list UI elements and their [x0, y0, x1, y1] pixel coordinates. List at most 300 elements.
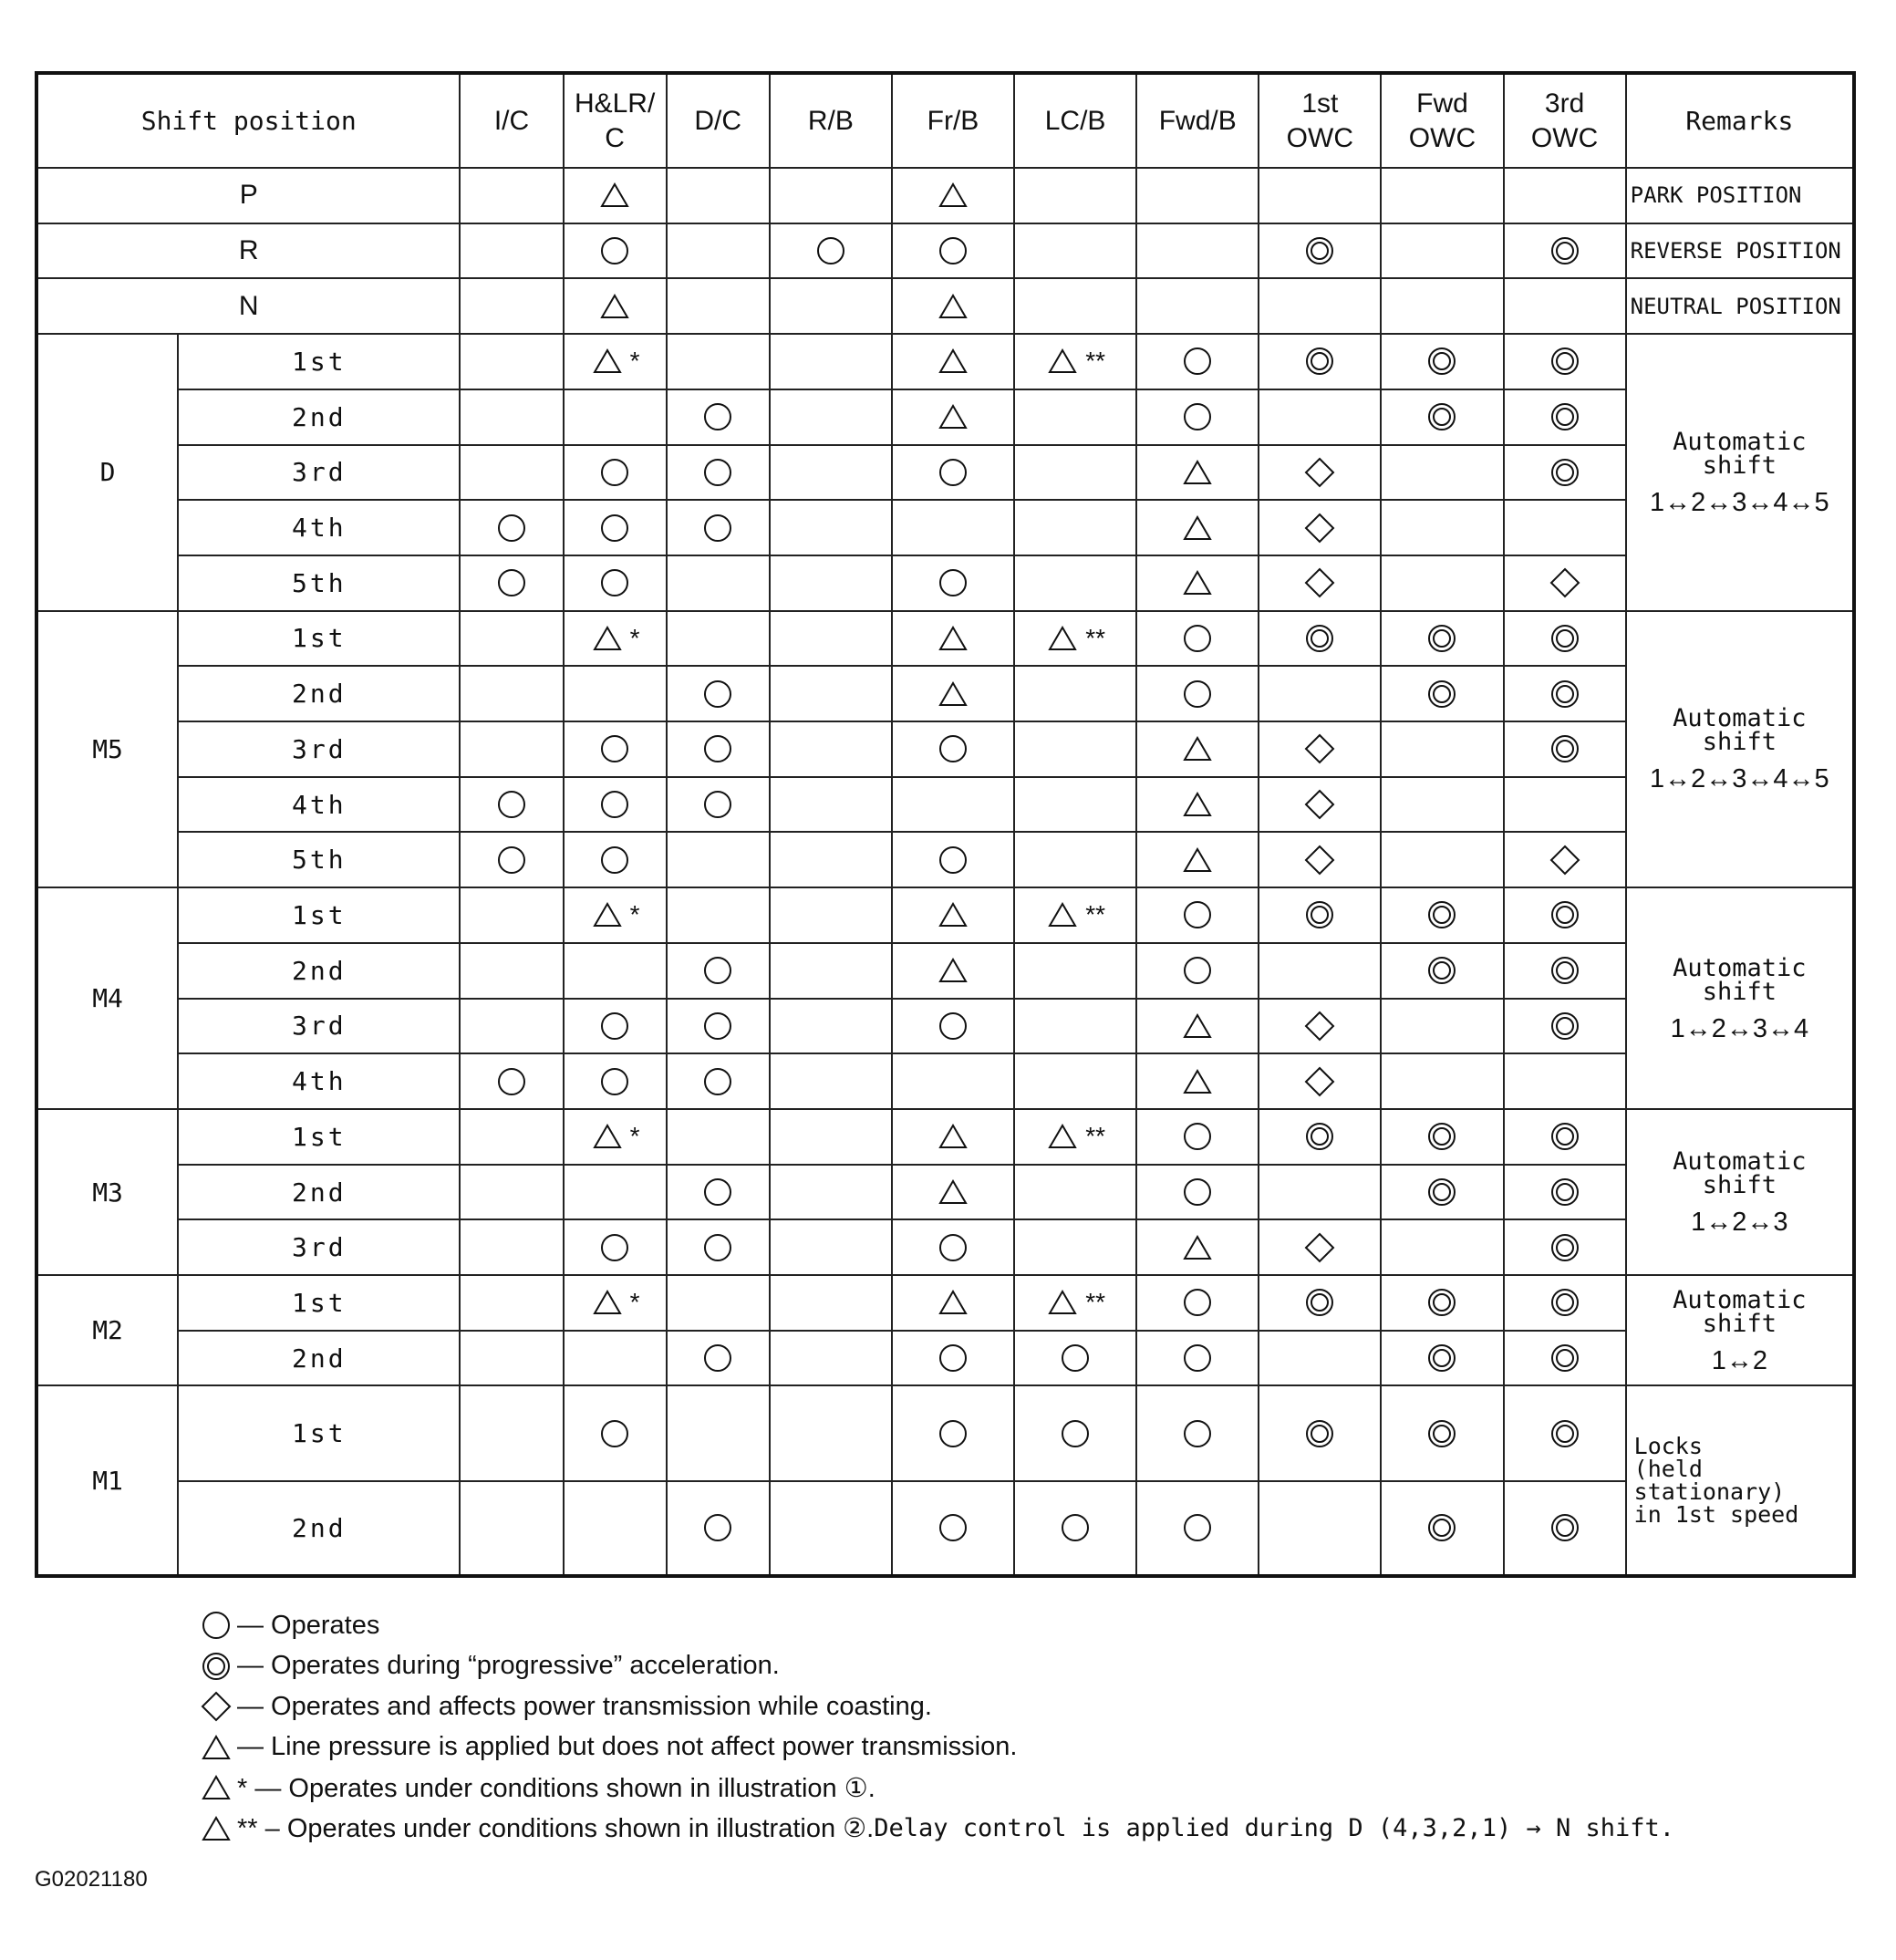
shift-position-cell: M3 — [36, 1109, 178, 1275]
cell-rb — [770, 777, 892, 833]
circle-icon — [597, 1230, 632, 1265]
cell-fwdb — [1136, 1165, 1259, 1220]
double-circle-icon — [1548, 1230, 1582, 1265]
cell-owc3 — [1504, 223, 1626, 279]
cell-rb — [770, 1275, 892, 1331]
triangle-icon — [936, 399, 970, 434]
cell-dc — [667, 1481, 770, 1576]
cell-ic — [460, 1481, 563, 1576]
cell-lcb — [1014, 223, 1136, 279]
asterisk-note: ** — [1085, 1122, 1105, 1151]
cell-owc1 — [1259, 1331, 1381, 1386]
diamond-icon — [1302, 1009, 1337, 1043]
table-row — [36, 777, 1854, 833]
remark-line: Automatic — [1673, 704, 1807, 733]
cell-dc — [667, 555, 770, 611]
legend-item — [199, 1686, 1674, 1727]
triangle-icon — [1045, 344, 1080, 379]
cell-owc1 — [1259, 1053, 1381, 1109]
cell-rb — [770, 1219, 892, 1275]
diamond-icon — [1548, 565, 1582, 600]
cell-fwdowc — [1381, 223, 1503, 279]
double-circle-icon — [1548, 1416, 1582, 1451]
header-remarks: Remarks — [1626, 73, 1854, 168]
cell-dc — [667, 832, 770, 887]
cell-ic — [460, 887, 563, 943]
cell-hlr — [564, 1385, 667, 1480]
circle-icon — [1180, 1285, 1215, 1320]
triangle-icon — [597, 289, 632, 324]
shift-position-cell: M5 — [36, 611, 178, 888]
gear-cell: 2nd — [178, 389, 460, 445]
cell-rb — [770, 1481, 892, 1576]
gear-cell: 3rd — [178, 445, 460, 501]
cell-fwdowc — [1381, 887, 1503, 943]
remark-cell — [1626, 334, 1854, 611]
circle-icon — [1058, 1416, 1093, 1451]
double-circle-icon — [1425, 344, 1459, 379]
cell-frb — [892, 1165, 1014, 1220]
legend-text: — Operates and affects power transmission while coasting. — [237, 1691, 932, 1721]
cell-fwdowc — [1381, 777, 1503, 833]
double-circle-icon — [1548, 233, 1582, 268]
shift-sequence: 1↔2↔3↔4↔5 — [1650, 764, 1829, 794]
circle-icon — [494, 843, 529, 877]
cell-owc3 — [1504, 334, 1626, 389]
double-circle-icon — [1302, 344, 1337, 379]
cell-owc3 — [1504, 943, 1626, 999]
cell-hlr — [564, 721, 667, 777]
diamond-icon — [1302, 787, 1337, 822]
diamond-icon — [199, 1689, 233, 1724]
double-circle-icon — [1548, 731, 1582, 766]
circle-icon — [1180, 1175, 1215, 1209]
circle-icon — [1180, 621, 1215, 656]
gear-cell: 4th — [178, 777, 460, 833]
cell-owc1 — [1259, 1385, 1381, 1480]
cell-owc1 — [1259, 278, 1381, 334]
shift-position-cell: D — [36, 334, 178, 611]
header-1st-owc: 1st OWC — [1259, 73, 1381, 168]
diamond-icon — [1302, 455, 1337, 490]
cell-fwdb — [1136, 278, 1259, 334]
gear-cell: 1st — [178, 611, 460, 667]
cell-owc1 — [1259, 777, 1381, 833]
gear-cell: 2nd — [178, 1481, 460, 1576]
remark-cell — [1626, 887, 1854, 1109]
cell-rb — [770, 278, 892, 334]
gear-cell: 4th — [178, 1053, 460, 1109]
double-circle-icon — [1425, 1416, 1459, 1451]
circle-icon — [936, 1230, 970, 1265]
legend-text: — Line pressure is applied but does not affect power transmission. — [237, 1732, 1018, 1762]
double-circle-icon — [1548, 897, 1582, 932]
cell-hlr — [564, 832, 667, 887]
cell-fwdowc — [1381, 999, 1503, 1054]
gear-cell: 3rd — [178, 999, 460, 1054]
circle-icon — [700, 1175, 735, 1209]
legend-item — [199, 1727, 1674, 1768]
header-3rd-owc: 3rd OWC — [1504, 73, 1626, 168]
double-circle-icon — [1425, 399, 1459, 434]
circle-icon — [700, 731, 735, 766]
double-circle-icon — [1425, 1341, 1459, 1375]
triangle-icon — [1180, 511, 1215, 545]
double-circle-icon — [1548, 1510, 1582, 1545]
cell-lcb — [1014, 887, 1136, 943]
asterisk-note: * — [629, 623, 640, 652]
cell-owc1 — [1259, 1109, 1381, 1165]
cell-hlr — [564, 887, 667, 943]
double-circle-icon — [1302, 1416, 1337, 1451]
cell-fwdb — [1136, 223, 1259, 279]
header-shift-position: Shift position — [36, 73, 460, 168]
cell-dc — [667, 500, 770, 555]
double-circle-icon — [1425, 1510, 1459, 1545]
cell-rb — [770, 500, 892, 555]
table-row — [36, 445, 1854, 501]
cell-ic — [460, 1165, 563, 1220]
cell-fwdb — [1136, 334, 1259, 389]
shift-sequence: 1↔2↔3↔4 — [1670, 1013, 1809, 1043]
cell-lcb — [1014, 1481, 1136, 1576]
table-row — [36, 1165, 1854, 1220]
cell-lcb — [1014, 1275, 1136, 1331]
cell-fwdowc — [1381, 1331, 1503, 1386]
cell-frb — [892, 887, 1014, 943]
cell-ic — [460, 1109, 563, 1165]
circle-icon — [936, 731, 970, 766]
cell-fwdowc — [1381, 666, 1503, 721]
cell-rb — [770, 999, 892, 1054]
circle-icon — [700, 511, 735, 545]
cell-lcb — [1014, 943, 1136, 999]
cell-frb — [892, 1219, 1014, 1275]
cell-hlr — [564, 500, 667, 555]
gear-cell: 2nd — [178, 1165, 460, 1220]
cell-owc3 — [1504, 1385, 1626, 1480]
legend-text: * — Operates under conditions shown in illustration ①. — [237, 1773, 875, 1803]
triangle-icon — [1180, 565, 1215, 600]
cell-owc1 — [1259, 1165, 1381, 1220]
cell-rb — [770, 1385, 892, 1480]
cell-owc3 — [1504, 168, 1626, 223]
cell-fwdb — [1136, 1385, 1259, 1480]
double-circle-icon — [1425, 1119, 1459, 1154]
cell-frb — [892, 555, 1014, 611]
triangle-icon — [1180, 787, 1215, 822]
cell-hlr — [564, 278, 667, 334]
cell-owc3 — [1504, 1481, 1626, 1576]
cell-ic — [460, 1275, 563, 1331]
shift-sequence: 1↔2 — [1711, 1345, 1767, 1375]
header-rb: R/B — [770, 73, 892, 168]
double-circle-icon — [1425, 1285, 1459, 1320]
cell-frb — [892, 721, 1014, 777]
cell-frb — [892, 1053, 1014, 1109]
double-circle-icon — [1425, 1175, 1459, 1209]
circle-icon — [700, 1009, 735, 1043]
circle-icon — [597, 787, 632, 822]
circle-icon — [700, 399, 735, 434]
cell-fwdb — [1136, 445, 1259, 501]
cell-fwdb — [1136, 1109, 1259, 1165]
circle-icon — [597, 1416, 632, 1451]
cell-dc — [667, 777, 770, 833]
cell-lcb — [1014, 721, 1136, 777]
cell-rb — [770, 943, 892, 999]
cell-hlr — [564, 1219, 667, 1275]
circle-icon — [1180, 344, 1215, 379]
shift-position-cell: N — [36, 278, 460, 334]
table-row — [36, 999, 1854, 1054]
cell-owc3 — [1504, 611, 1626, 667]
table-row — [36, 1219, 1854, 1275]
table-row — [36, 721, 1854, 777]
gear-cell: 2nd — [178, 666, 460, 721]
table-row — [36, 278, 1854, 334]
remark-line: (held stationary) — [1633, 1456, 1786, 1506]
cell-owc1 — [1259, 500, 1381, 555]
legend-item — [199, 1768, 1674, 1809]
circle-icon — [1058, 1341, 1093, 1375]
cell-hlr — [564, 1109, 667, 1165]
remark-cell — [1626, 1385, 1854, 1576]
cell-rb — [770, 1331, 892, 1386]
cell-owc1 — [1259, 223, 1381, 279]
cell-owc1 — [1259, 832, 1381, 887]
asterisk-note: * — [629, 1122, 640, 1151]
cell-lcb — [1014, 389, 1136, 445]
cell-owc3 — [1504, 1053, 1626, 1109]
cell-owc3 — [1504, 1275, 1626, 1331]
cell-frb — [892, 1109, 1014, 1165]
cell-dc — [667, 1165, 770, 1220]
cell-rb — [770, 334, 892, 389]
cell-owc3 — [1504, 1165, 1626, 1220]
double-circle-icon — [1548, 621, 1582, 656]
cell-frb — [892, 832, 1014, 887]
cell-dc — [667, 1275, 770, 1331]
gear-cell: 3rd — [178, 1219, 460, 1275]
remark-cell: NEUTRAL POSITION — [1626, 278, 1854, 334]
cell-fwdowc — [1381, 1219, 1503, 1275]
circle-icon — [1180, 399, 1215, 434]
cell-fwdb — [1136, 1331, 1259, 1386]
cell-ic — [460, 389, 563, 445]
triangle-icon — [936, 344, 970, 379]
header-ic: I/C — [460, 73, 563, 168]
gear-cell: 5th — [178, 832, 460, 887]
triangle-icon — [1045, 897, 1080, 932]
cell-fwdowc — [1381, 389, 1503, 445]
cell-owc1 — [1259, 334, 1381, 389]
triangle-icon — [1045, 621, 1080, 656]
cell-dc — [667, 1219, 770, 1275]
circle-icon — [700, 677, 735, 711]
cell-fwdowc — [1381, 500, 1503, 555]
triangle-icon — [936, 953, 970, 988]
cell-lcb — [1014, 1165, 1136, 1220]
cell-fwdowc — [1381, 278, 1503, 334]
cell-frb — [892, 1385, 1014, 1480]
circle-icon — [494, 511, 529, 545]
circle-icon — [597, 233, 632, 268]
triangle-icon — [936, 1285, 970, 1320]
table-row — [36, 168, 1854, 223]
gear-cell: 2nd — [178, 943, 460, 999]
circle-icon — [597, 455, 632, 490]
cell-frb — [892, 223, 1014, 279]
cell-fwdb — [1136, 666, 1259, 721]
cell-ic — [460, 666, 563, 721]
double-circle-icon — [1548, 1175, 1582, 1209]
table-row — [36, 1053, 1854, 1109]
asterisk-note: ** — [1085, 623, 1105, 652]
asterisk-note: * — [629, 1288, 640, 1317]
circle-icon — [494, 565, 529, 600]
header-row — [36, 73, 1854, 168]
cell-fwdowc — [1381, 943, 1503, 999]
cell-dc — [667, 223, 770, 279]
double-circle-icon — [1548, 344, 1582, 379]
cell-hlr — [564, 555, 667, 611]
remark-cell: REVERSE POSITION — [1626, 223, 1854, 279]
cell-fwdowc — [1381, 1275, 1503, 1331]
double-circle-icon — [1548, 1119, 1582, 1154]
cell-fwdb — [1136, 943, 1259, 999]
triangle-icon — [590, 344, 625, 379]
triangle-icon — [590, 621, 625, 656]
cell-rb — [770, 223, 892, 279]
circle-icon — [936, 1416, 970, 1451]
gear-cell: 1st — [178, 334, 460, 389]
cell-frb — [892, 611, 1014, 667]
cell-fwdb — [1136, 611, 1259, 667]
double-circle-icon — [1548, 1285, 1582, 1320]
cell-rb — [770, 1165, 892, 1220]
cell-rb — [770, 1109, 892, 1165]
legend-text: ** – Operates under conditions shown in illustration ②. — [237, 1814, 875, 1844]
circle-icon — [936, 1510, 970, 1545]
cell-dc — [667, 611, 770, 667]
cell-frb — [892, 334, 1014, 389]
cell-hlr — [564, 1165, 667, 1220]
remark-cell — [1626, 1275, 1854, 1385]
circle-icon — [936, 565, 970, 600]
cell-fwdb — [1136, 1275, 1259, 1331]
double-circle-icon — [1302, 1119, 1337, 1154]
remark-line: shift — [1702, 1171, 1777, 1199]
cell-dc — [667, 666, 770, 721]
cell-fwdb — [1136, 887, 1259, 943]
cell-fwdowc — [1381, 1385, 1503, 1480]
gear-cell: 3rd — [178, 721, 460, 777]
triangle-icon — [199, 1811, 233, 1846]
cell-hlr — [564, 1275, 667, 1331]
diamond-icon — [1302, 731, 1337, 766]
double-circle-icon — [1425, 677, 1459, 711]
cell-fwdowc — [1381, 555, 1503, 611]
legend — [199, 1605, 1674, 1849]
circle-icon — [700, 787, 735, 822]
triangle-icon — [936, 1175, 970, 1209]
circle-icon — [700, 1341, 735, 1375]
cell-lcb — [1014, 1385, 1136, 1480]
cell-owc3 — [1504, 721, 1626, 777]
cell-ic — [460, 943, 563, 999]
cell-lcb — [1014, 278, 1136, 334]
cell-owc3 — [1504, 1109, 1626, 1165]
shift-sequence: 1↔2↔3 — [1691, 1208, 1788, 1237]
triangle-icon — [199, 1770, 233, 1805]
cell-frb — [892, 168, 1014, 223]
cell-hlr — [564, 1331, 667, 1386]
cell-owc1 — [1259, 445, 1381, 501]
double-circle-icon — [1425, 953, 1459, 988]
double-circle-icon — [1548, 1009, 1582, 1043]
cell-owc1 — [1259, 389, 1381, 445]
cell-lcb — [1014, 1053, 1136, 1109]
gear-cell: 5th — [178, 555, 460, 611]
cell-ic — [460, 721, 563, 777]
double-circle-icon — [1425, 621, 1459, 656]
triangle-icon — [936, 1119, 970, 1154]
cell-fwdb — [1136, 1053, 1259, 1109]
circle-icon — [700, 1230, 735, 1265]
cell-frb — [892, 445, 1014, 501]
cell-hlr — [564, 1053, 667, 1109]
asterisk-note: ** — [1085, 347, 1105, 376]
cell-owc3 — [1504, 500, 1626, 555]
cell-dc — [667, 721, 770, 777]
cell-fwdowc — [1381, 1109, 1503, 1165]
cell-ic — [460, 555, 563, 611]
gear-cell: 1st — [178, 1385, 460, 1480]
circle-icon — [700, 1510, 735, 1545]
cell-lcb — [1014, 999, 1136, 1054]
cell-fwdowc — [1381, 168, 1503, 223]
header-fwd-owc: Fwd OWC — [1381, 73, 1503, 168]
shift-position-cell: R — [36, 223, 460, 279]
cell-rb — [770, 555, 892, 611]
circle-icon — [1180, 1119, 1215, 1154]
triangle-icon — [1045, 1119, 1080, 1154]
cell-rb — [770, 389, 892, 445]
remark-line: shift — [1702, 977, 1777, 1006]
cell-fwdowc — [1381, 611, 1503, 667]
cell-hlr — [564, 666, 667, 721]
triangle-icon — [1180, 455, 1215, 490]
cell-ic — [460, 168, 563, 223]
diamond-icon — [1302, 565, 1337, 600]
cell-lcb — [1014, 832, 1136, 887]
cell-fwdb — [1136, 168, 1259, 223]
cell-hlr — [564, 999, 667, 1054]
triangle-icon — [590, 897, 625, 932]
cell-hlr — [564, 1481, 667, 1576]
asterisk-note: * — [629, 900, 640, 929]
double-circle-icon — [1548, 953, 1582, 988]
circle-icon — [597, 1009, 632, 1043]
table-row — [36, 389, 1854, 445]
cell-rb — [770, 168, 892, 223]
double-circle-icon — [1548, 677, 1582, 711]
cell-lcb — [1014, 777, 1136, 833]
cell-dc — [667, 334, 770, 389]
circle-icon — [936, 233, 970, 268]
cell-ic — [460, 1385, 563, 1480]
